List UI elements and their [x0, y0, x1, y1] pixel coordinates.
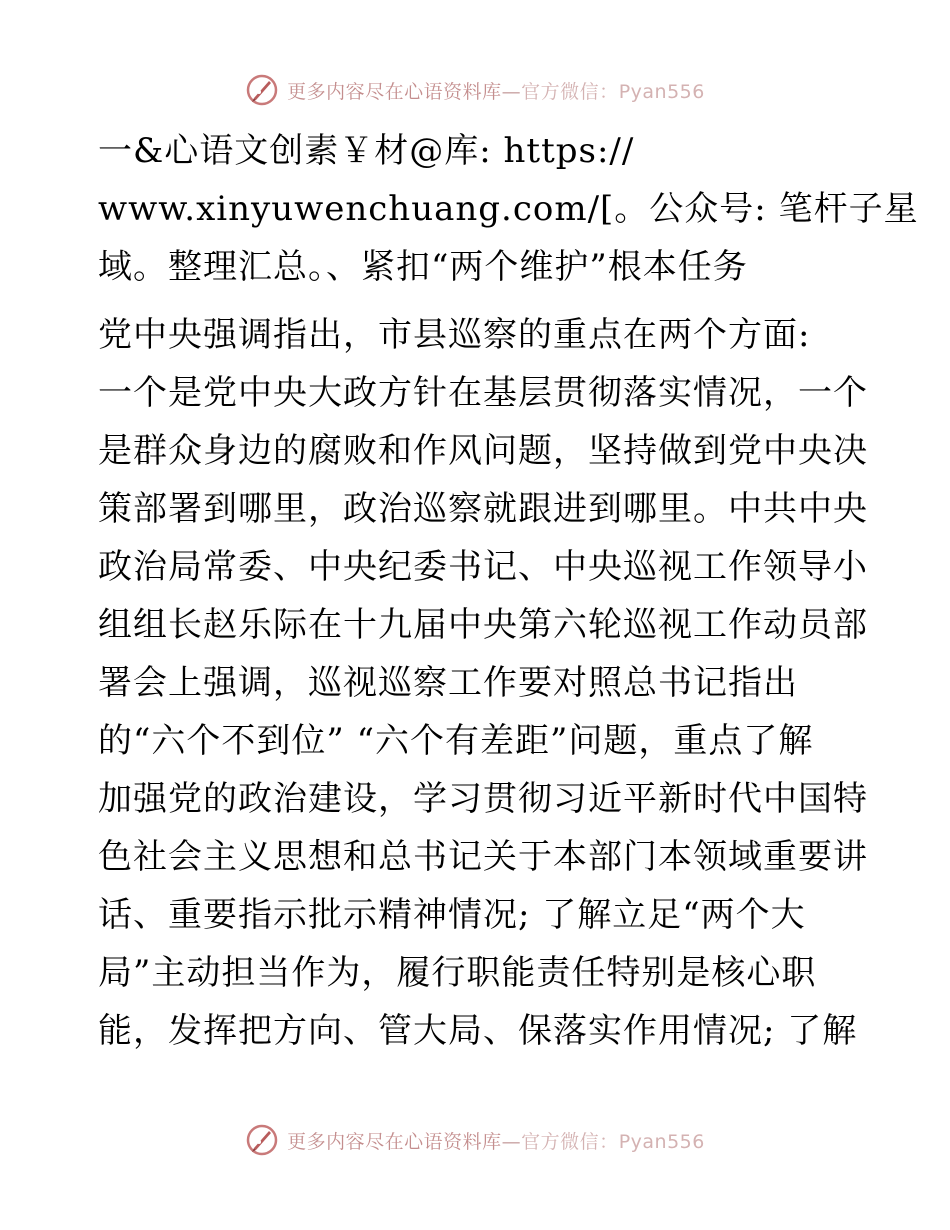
document-body — [98, 122, 919, 1060]
text-line: 局”主动担当作为，履行职能责任特别是核心职 — [98, 953, 817, 993]
footer-banner-text — [287, 1127, 705, 1154]
text-line: 署会上强调，巡视巡察工作要对照总书记指出 — [98, 663, 798, 703]
text-line: 域。整理汇总。、紧扣“两个维护”根本任务 — [98, 247, 748, 287]
paragraph-2 — [98, 306, 868, 1060]
text-line: 加强党的政治建设，学习贯彻习近平新时代中国特 — [98, 779, 868, 819]
text-line: 组组长赵乐际在十九届中央第六轮巡视工作动员部 — [98, 605, 868, 645]
text-line: 一个是党中央大政方针在基层贯彻落实情况，一个 — [98, 373, 868, 413]
header-separator: — — [501, 80, 522, 103]
header-wechat-label: 官方微信： — [521, 80, 619, 103]
header-watermark-banner — [0, 70, 950, 110]
text-line: 话、重要指示批示精神情况; 了解立足“两个大 — [98, 895, 806, 935]
footer-site-name: 更多内容尽在心语资料库 — [287, 1130, 502, 1153]
footer-wechat-label: 官方微信： — [521, 1130, 619, 1153]
text-line: 是群众身边的腐败和作风问题，坚持做到党中央决 — [98, 431, 868, 471]
header-wechat-id: Pyan556 — [618, 80, 705, 103]
footer-separator: — — [501, 1130, 522, 1153]
text-line: 能，发挥把方向、管大局、保落实作用情况; 了解 — [98, 1011, 858, 1051]
header-banner-text — [287, 77, 705, 104]
text-line: 色社会主义思想和总书记关于本部门本领域重要讲 — [98, 837, 868, 877]
text-line: 党中央强调指出，市县巡察的重点在两个方面: — [98, 315, 811, 355]
text-line: 的“六个不到位” “六个有差距”问题，重点了解 — [98, 721, 814, 761]
text-line: 政治局常委、中央纪委书记、中央巡视工作领导小 — [98, 547, 868, 587]
quill-logo-icon — [245, 1123, 279, 1157]
quill-logo-icon — [245, 73, 279, 107]
text-line: www.xinyuwenchuang.com/[。公众号: 笔杆子星 — [98, 189, 919, 229]
text-line: 策部署到哪里，政治巡察就跟进到哪里。中共中央 — [98, 489, 868, 529]
header-site-name: 更多内容尽在心语资料库 — [287, 80, 502, 103]
text-line: 一&心语文创素￥材@库: https:// — [98, 131, 635, 171]
paragraph-1 — [98, 122, 919, 296]
footer-wechat-id: Pyan556 — [618, 1130, 705, 1153]
footer-watermark-banner — [0, 1120, 950, 1160]
